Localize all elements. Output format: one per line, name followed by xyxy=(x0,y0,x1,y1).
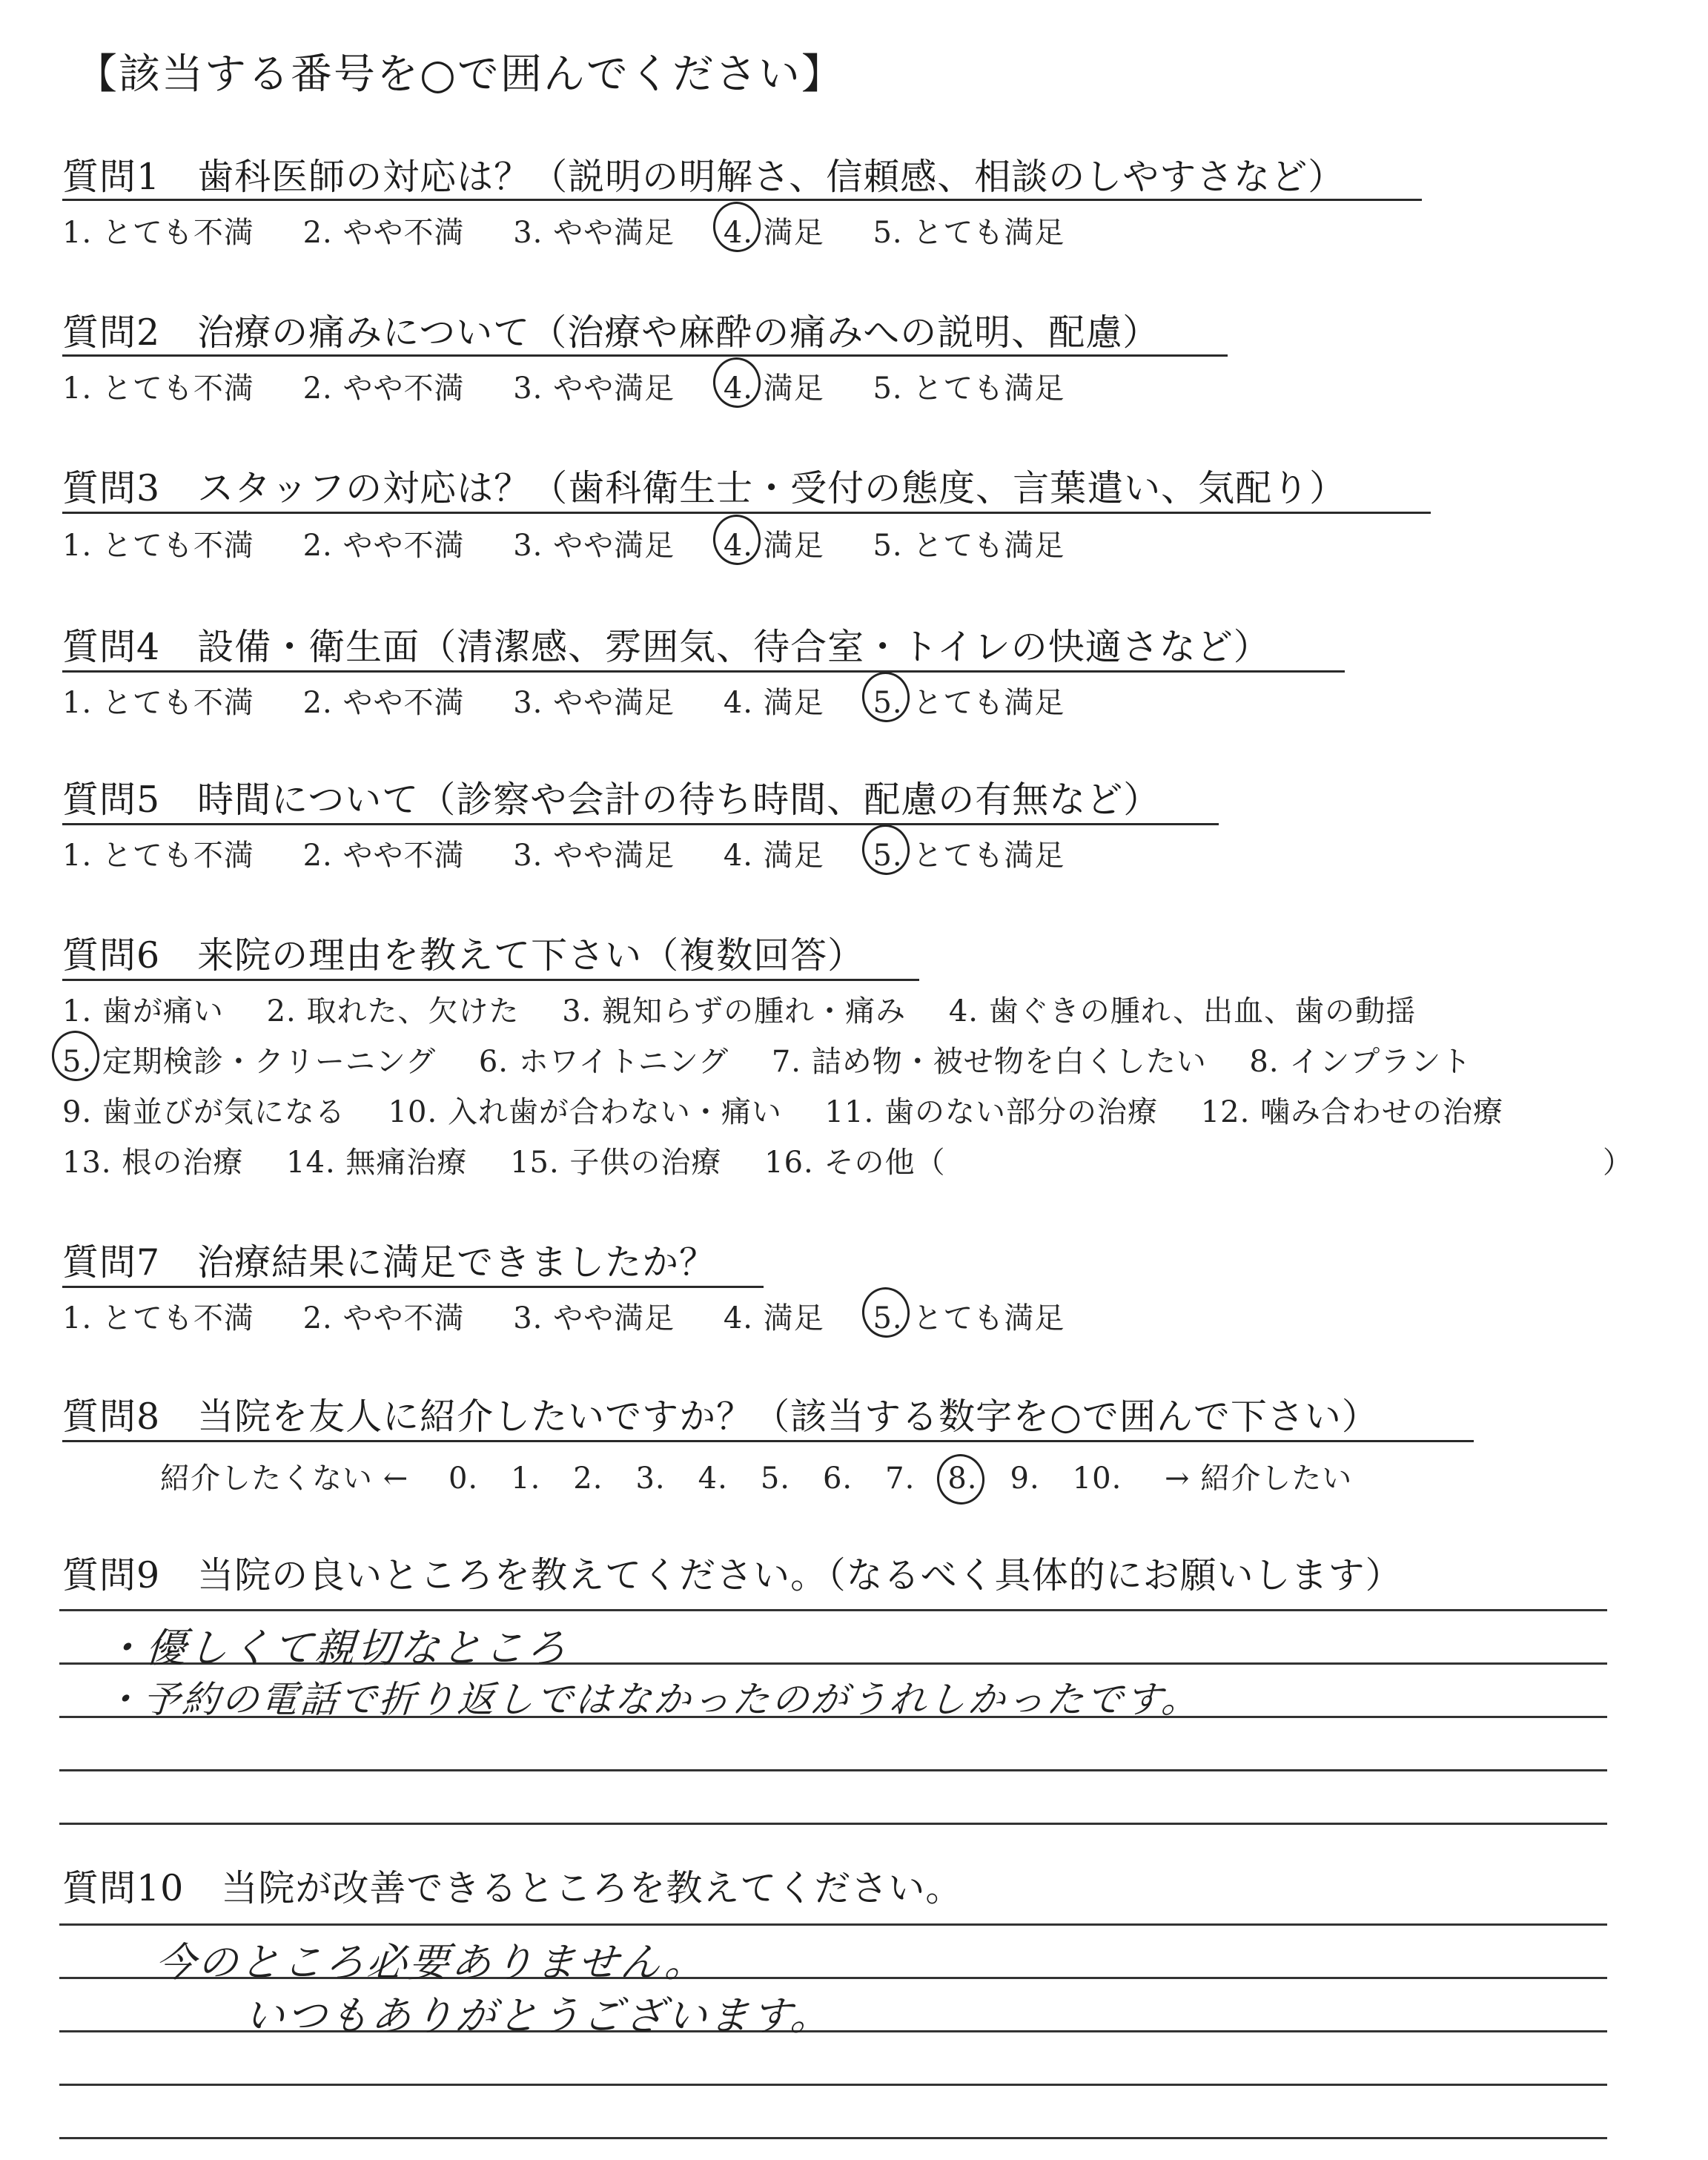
q10-answer-line-1 xyxy=(59,1923,1607,1926)
q3-options xyxy=(62,522,1103,564)
q3-option-5[interactable]: 5. とても満足 xyxy=(873,529,1065,563)
q2-option-4[interactable]: 4. 満足 xyxy=(724,365,824,407)
q2-option-1[interactable]: 1. とても不満 xyxy=(62,371,254,406)
q4-option-1[interactable]: 1. とても不満 xyxy=(62,686,254,720)
q8-number-2[interactable]: 2. xyxy=(573,1462,603,1496)
q10-answer-line-4 xyxy=(59,2084,1607,2086)
q6-option-13[interactable]: 13. 根の治療 xyxy=(62,1146,244,1180)
q3-option-1[interactable]: 1. とても不満 xyxy=(62,529,254,563)
q6-option-7[interactable]: 7. 詰め物・被せ物を白くしたい xyxy=(771,1045,1207,1079)
q9-answer-line-5 xyxy=(59,1823,1607,1825)
q3-underline xyxy=(62,512,1431,514)
q7-option-5[interactable]: 5. とても満足 xyxy=(873,1295,1065,1337)
q2-option-5[interactable]: 5. とても満足 xyxy=(873,371,1065,406)
q4-options xyxy=(62,679,1103,721)
q6-option-8[interactable]: 8. インプラント xyxy=(1249,1045,1472,1079)
q2-option-2[interactable]: 2. やや不満 xyxy=(302,371,465,406)
q9-answer-line-4 xyxy=(59,1769,1607,1771)
q7-option-1[interactable]: 1. とても不満 xyxy=(62,1301,254,1335)
q5-option-3[interactable]: 3. やや満足 xyxy=(513,839,675,873)
q8-number-7[interactable]: 7. xyxy=(885,1462,916,1496)
q6-option-2[interactable]: 2. 取れた、欠けた xyxy=(266,994,520,1028)
q6-option-5[interactable]: 5. 定期検診・クリーニング xyxy=(62,1038,436,1080)
q6-option-12[interactable]: 12. 噛み合わせの治療 xyxy=(1200,1095,1504,1129)
q8-number-6[interactable]: 6. xyxy=(822,1462,853,1496)
q4-option-3[interactable]: 3. やや満足 xyxy=(513,686,675,720)
q7-underline xyxy=(62,1286,764,1288)
q7-option-3[interactable]: 3. やや満足 xyxy=(513,1301,675,1335)
q6-other-close-paren: ） xyxy=(1603,1146,1633,1180)
q6-option-15[interactable]: 15. 子供の治療 xyxy=(510,1146,722,1180)
q2-title: 質問2 治療の痛みについて（治療や麻酔の痛みへの説明、配慮） xyxy=(62,311,1160,354)
q7-option-2[interactable]: 2. やや不満 xyxy=(302,1301,465,1335)
q2-option-3[interactable]: 3. やや満足 xyxy=(513,371,675,406)
q6-option-6[interactable]: 6. ホワイトニング xyxy=(478,1045,729,1079)
q5-title: 質問5 時間について（診察や会計の待ち時間、配慮の有無など） xyxy=(62,779,1161,821)
q3-option-3[interactable]: 3. やや満足 xyxy=(513,529,675,563)
q7-options xyxy=(62,1295,1103,1337)
q3-option-4[interactable]: 4. 満足 xyxy=(724,522,824,564)
q5-option-1[interactable]: 1. とても不満 xyxy=(62,839,254,873)
q6-option-4[interactable]: 4. 歯ぐきの腫れ、出血、歯の動揺 xyxy=(948,994,1417,1028)
q7-title: 質問7 治療結果に満足できましたか？ xyxy=(62,1241,717,1284)
q8-number-0[interactable]: 0. xyxy=(448,1462,479,1496)
q1-option-2[interactable]: 2. やや不満 xyxy=(302,216,465,250)
q4-option-2[interactable]: 2. やや不満 xyxy=(302,686,465,720)
q1-option-3[interactable]: 3. やや満足 xyxy=(513,216,675,250)
q9-answer-1: ・優しくて親切なところ xyxy=(102,1625,570,1671)
q8-underline xyxy=(62,1440,1474,1442)
q6-option-3[interactable]: 3. 親知らずの腫れ・痛み xyxy=(562,994,907,1028)
q3-option-2[interactable]: 2. やや不満 xyxy=(302,529,465,563)
q6-underline xyxy=(62,979,919,981)
q6-row-1 xyxy=(62,988,1449,1030)
q8-number-list xyxy=(448,1462,1154,1496)
q1-underline xyxy=(62,199,1422,201)
q6-title: 質問6 来院の理由を教えて下さい（複数回答） xyxy=(62,934,865,977)
q1-option-1[interactable]: 1. とても不満 xyxy=(62,216,254,250)
q8-number-1[interactable]: 1. xyxy=(511,1462,541,1496)
q5-option-4[interactable]: 4. 満足 xyxy=(723,839,824,873)
q10-answer-2: いつもありがとうございます。 xyxy=(242,1992,835,2039)
q2-underline xyxy=(62,354,1228,357)
q6-row-3 xyxy=(62,1089,1536,1131)
q1-title: 質問1 歯科医師の対応は？（説明の明解さ、信頼感、相談のしやすさなど） xyxy=(62,156,1345,198)
q8-left-label: 紹介したくない ← xyxy=(160,1462,409,1496)
q1-option-4[interactable]: 4. 満足 xyxy=(724,209,824,251)
q5-options xyxy=(62,832,1103,874)
q5-option-2[interactable]: 2. やや不満 xyxy=(302,839,465,873)
q10-answer-1: 今のところ必要ありません。 xyxy=(153,1939,709,1986)
q8-number-4[interactable]: 4. xyxy=(698,1462,728,1496)
q8-number-3[interactable]: 3. xyxy=(635,1462,666,1496)
q9-answer-line-1 xyxy=(59,1609,1607,1611)
q5-option-5[interactable]: 5. とても満足 xyxy=(873,832,1065,874)
q8-number-9[interactable]: 9. xyxy=(1010,1462,1040,1496)
q8-scale xyxy=(160,1455,1352,1497)
q8-number-5[interactable]: 5. xyxy=(760,1462,790,1496)
q6-option-1[interactable]: 1. 歯が痛い xyxy=(62,994,224,1028)
q7-option-4[interactable]: 4. 満足 xyxy=(723,1301,824,1335)
q1-options xyxy=(62,209,1103,251)
q10-title: 質問10 当院が改善できるところを教えてください。 xyxy=(62,1867,963,1909)
q4-option-4[interactable]: 4. 満足 xyxy=(723,686,824,720)
q5-underline xyxy=(62,823,1219,825)
q8-title: 質問8 当院を友人に紹介したいですか？（該当する数字を○で囲んで下さい） xyxy=(62,1396,1379,1438)
q6-option-16[interactable]: 16. その他（ xyxy=(764,1146,946,1180)
q3-title: 質問3 スタッフの対応は？（歯科衛生士・受付の態度、言葉遣い、気配り） xyxy=(62,467,1347,509)
q1-option-5[interactable]: 5. とても満足 xyxy=(873,216,1065,250)
q6-option-11[interactable]: 11. 歯のない部分の治療 xyxy=(824,1095,1158,1129)
q4-title: 質問4 設備・衛生面（清潔感、雰囲気、待合室・トイレの快適さなど） xyxy=(62,626,1271,668)
q9-title: 質問9 当院の良いところを教えてください。（なるべく具体的にお願いします） xyxy=(62,1554,1403,1596)
q6-option-10[interactable]: 10. 入れ歯が合わない・痛い xyxy=(388,1095,782,1129)
q2-options xyxy=(62,365,1103,407)
q4-underline xyxy=(62,670,1345,673)
q8-number-10[interactable]: 10. xyxy=(1072,1462,1122,1496)
q8-right-label: → 紹介したい xyxy=(1165,1462,1353,1496)
q4-option-5[interactable]: 5. とても満足 xyxy=(873,679,1065,721)
q8-number-8[interactable]: 8. xyxy=(947,1462,978,1496)
q6-row-4 xyxy=(62,1139,978,1181)
q9-answer-2: ・予約の電話で折り返しではなかったのがうれしかったです。 xyxy=(102,1678,1202,1721)
q6-option-14[interactable]: 14. 無痛治療 xyxy=(286,1146,468,1180)
page-title: 【該当する番号を○で囲んでください】 xyxy=(76,50,844,99)
q10-answer-line-5 xyxy=(59,2137,1607,2139)
q6-option-9[interactable]: 9. 歯並びが気になる xyxy=(62,1095,345,1129)
q6-row-2 xyxy=(62,1038,1504,1080)
